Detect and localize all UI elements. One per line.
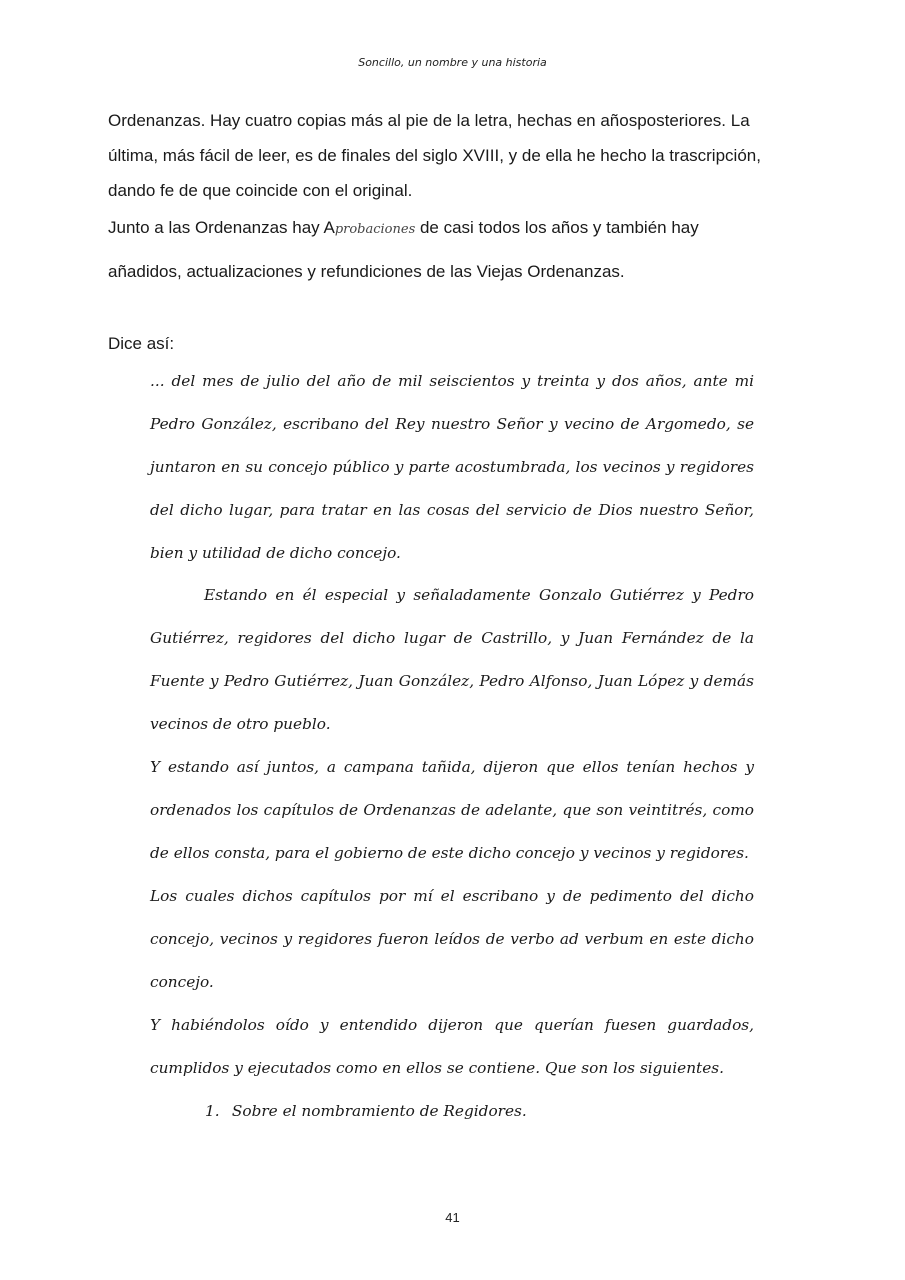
intro-line-3: dando fe de que coincide con el original.: [108, 181, 413, 200]
ordinance-list-item: [205, 1090, 527, 1133]
quote-paragraph-3: [150, 746, 754, 875]
intro-line-2: última, más fácil de leer, es de finales del siglo XVIII, y de ella he hecho la trascripción,: [108, 146, 761, 165]
intro-line-4: [108, 218, 808, 238]
quote-p3-text: Y estando así juntos, a campana tañida, dijeron que ellos tenían hechos y ordenados los capítulos de Ordenanzas de adelante, que son veintitrés, como de ellos consta, para el gobierno de este dicho concejo y vecinos y regidores.: [150, 758, 754, 862]
running-header: Soncillo, un nombre y una historia: [358, 56, 547, 69]
quote-paragraph-5: [150, 1004, 754, 1090]
intro-line-4-start: Junto a las Ordenanzas hay A: [108, 218, 335, 237]
list-item-text: Sobre el nombramiento de Regidores.: [231, 1102, 527, 1120]
quote-p5-text: Y habiéndolos oído y entendido dijeron que querían fuesen guardados, cumplidos y ejecutados como en ellos se contiene. Que son los siguientes.: [150, 1016, 754, 1077]
quote-paragraph-1: [150, 360, 754, 575]
intro-line-1: Ordenanzas. Hay cuatro copias más al pie de la letra, hechas en añosposteriores. La: [108, 111, 750, 130]
quote-p1-text: ... del mes de julio del año de mil seiscientos y treinta y dos años, ante mi Pedro González, escribano del Rey nuestro Señor y vecino de Argomedo, se juntaron en su concejo público y parte acostumbrada, los vecinos y regidores del dicho lugar, para tratar en las cosas del servicio de Dios nuestro Señor, bien y utilidad de dicho concejo.: [150, 372, 754, 562]
page-number: 41: [445, 1210, 460, 1225]
quote-p2-text: Estando en él especial y señaladamente Gonzalo Gutiérrez y Pedro Gutiérrez, regidores del dicho lugar de Castrillo, y Juan Fernández de la Fuente y Pedro Gutiérrez, Juan González, Pedro Alfonso, Juan López y demás vecinos de otro pueblo.: [150, 586, 754, 733]
intro-line-5: añadidos, actualizaciones y refundiciones de las Viejas Ordenanzas.: [108, 262, 625, 281]
aprobaciones-word: probaciones: [334, 222, 416, 237]
dice-asi-label: Dice así:: [108, 334, 175, 353]
quote-paragraph-2: [150, 574, 754, 746]
list-number: 1.: [205, 1102, 220, 1120]
quote-p4-text: Los cuales dichos capítulos por mí el escribano y de pedimento del dicho concejo, vecinos y regidores fueron leídos de verbo ad verbum en este dicho concejo.: [150, 887, 754, 991]
quote-paragraph-4: [150, 875, 754, 1004]
intro-line-4-end: de casi todos los años y también hay: [415, 218, 699, 237]
